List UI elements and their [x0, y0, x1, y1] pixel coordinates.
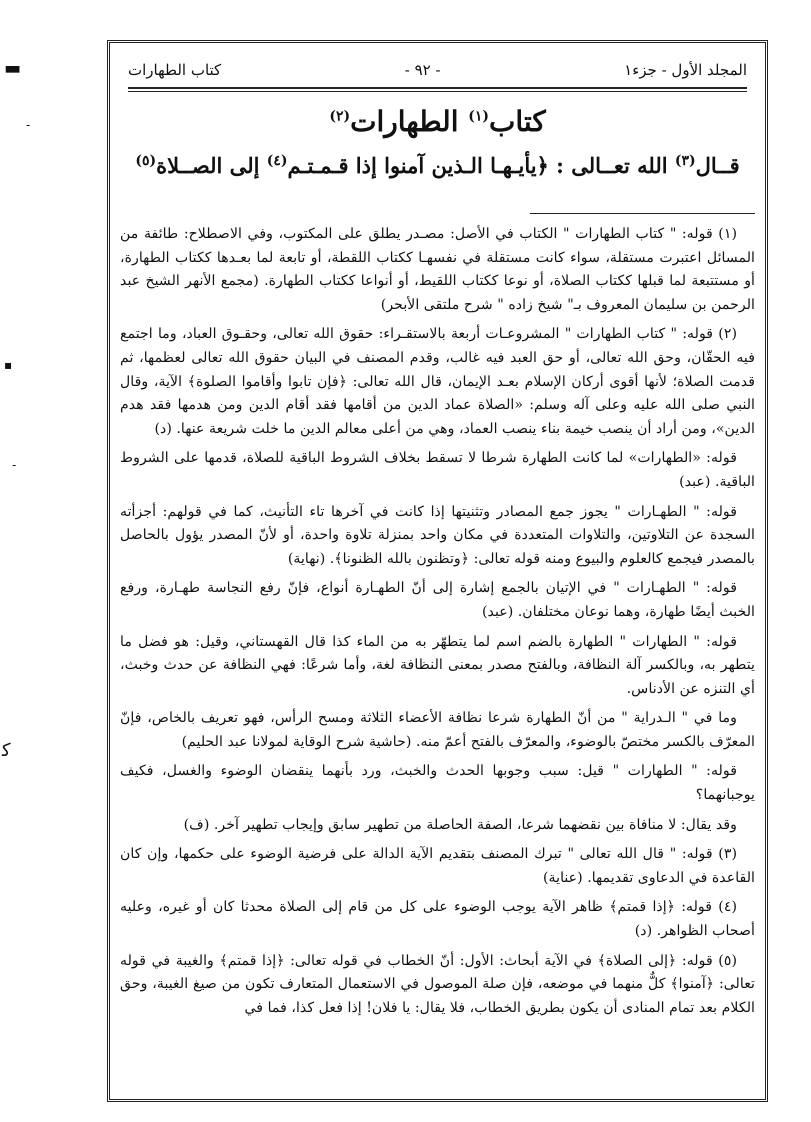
verse-part-2: الله تعــالى : ﴿يأيـهـا الـذين آمنوا إذا قـمـتـم: [287, 153, 668, 178]
footnote-paragraph: قوله: " الطهـارات " في الإتيان بالجمع إشارة إلى أنّ الطهـارة أنواع، فإنّ رفع النجاسة طهـارة، ورفع الخبث أيضًا طهارة، وهما نوعان مختلفان. (عبد): [120, 580, 755, 620]
page-header: [128, 57, 747, 83]
header-rule-thin: [128, 91, 747, 92]
footnote-ref-4: (٤): [266, 153, 288, 169]
footnote-paragraph: قوله: " الطهارات " قيل: سبب وجوبها الحدث والخبث، ورد بأنهما ينقضان الوضوء والغسل، فكيف يوجبانهما؟: [120, 763, 755, 804]
header-book-section: كتاب الطهارات: [128, 61, 222, 79]
footnote-separator: [530, 213, 755, 214]
quran-verse: [124, 153, 751, 178]
footnote-ref-2: (٢): [329, 108, 351, 125]
page-frame: [107, 40, 768, 1102]
footnote-paragraph: (٣) قوله: " قال الله تعالى " تبرك المصنف بتقديم الآية الدالة على فرضية الوضوء على حكمها، وإن كان القاعدة في الدعاوى تقديمها. (عناية): [120, 846, 755, 886]
header-rule: [128, 87, 747, 89]
header-volume: المجلد الأول - جزء١: [624, 61, 747, 79]
margin-mark: ▪: [4, 358, 13, 372]
footnote-paragraph: (٥) قوله: ﴿إلى الصلاة﴾ في الآية أبحاث: الأول: أنّ الخطاب في قوله تعالى: ﴿إذا قمتم﴾ والغيبة في قوله تعالى: ﴿آمنوا﴾ كلٌّ منهما في موضعه، فإن صلة الموصول في الاستعمال المتعارف تكون من صيغ الغيبة، وحق الكلام بعد تمام المنادى أن يكون بطريق الخطاب، فلا يقال: يا فلان! إذا فعل كذا، فما في: [120, 952, 755, 1016]
footnote-ref-1: (١): [468, 108, 490, 125]
header-page-number: - ٩٢ -: [404, 61, 441, 79]
margin-mark: -: [26, 118, 31, 132]
verse-part-3: إلى الصــلاة: [156, 153, 260, 178]
footnote-ref-3: (٣): [674, 153, 696, 169]
footnote-paragraph: (١) قوله: " كتاب الطهارات " الكتاب في الأصل: مصـدر يطلق على المكتوب، وفي الاصطلاح: طائفة من المسائل اعتبرت مستقلة، سواء كانت مستقلة في نفسهـا ككتاب اللقطة، أو تابعة لما بعـدها ككتاب الطهارة، أو مستتبعة لما قبلها ككتاب الصلاة، أو نوعا ككتاب اللقيط، أو أنواعا ككتاب الطهارة. (مجمع الأنهر الشيخ عبد الرحمن بن سليمان المعروف بـ" شيخ زاده " شرح ملتقى الأبحر): [120, 226, 755, 313]
chapter-title: [110, 105, 765, 138]
margin-mark: -: [12, 458, 17, 472]
footnotes: [120, 223, 755, 1093]
footnote-ref-5: (٥): [135, 153, 157, 169]
footnote-paragraph: قوله: " الطهـارات " يجوز جمع المصادر وتثنيتها إذا كانت في آخرها تاء التأنيث، كما في قولهم: أجزأته السجدة عن التلاوتين، والتلاوات المتعددة في مكان واحد بمنزلة تلاوة واحدة، أو لأنّ المصدر يؤول بالحاصل بالمصدر فيجمع كالعلوم والبيوع ومنه قوله تعالى: ﴿وتظنون بالله الظنونا﴾. (نهاية): [120, 503, 755, 567]
footnote-paragraph: وقد يقال: لا منافاة بين نقضهما شرعا، الصفة الحاصلة من تطهير سابق وإيجاب تطهير آخر. (ف): [183, 816, 737, 833]
footnote-paragraph: (٤) قوله: ﴿إذا قمتم﴾ ظاهر الآية يوجب الوضوء على كل من قام إلى الصلاة محدثا كان أو غيره، وعليه أصحاب الظواهر. (د): [120, 899, 755, 940]
footnote-paragraph: قوله: «الطهارات» لما كانت الطهارة شرطا لا تسقط بخلاف الشروط الباقية للصلاة، قدمها على الشروط الباقية. (عبد): [120, 450, 755, 490]
footnote-paragraph: وما في " الـدراية " من أنّ الطهارة شرعا نظافة الأعضاء الثلاثة ومسح الرأس، فهو تعريف بالخاص، فإنّ المعرّف بالكسر مختصّ بالوضوء، والمعرّف بالفتح أعمّ منه. (حاشية شرح الوقاية لمولانا عبد الحليم): [120, 710, 755, 750]
margin-mark: ﮐ: [2, 740, 11, 761]
footnote-paragraph: (٢) قوله: " كتاب الطهارات " المشروعـات أربعة بالاستقـراء: حقوق الله تعالى، وحقـوق العباد، وما اجتمع فيه الحقّان، وحق الله تعالى، أو حق العبد فيه غالب، وقدم المصنف في البيان حقوق الله تعالى لعظمها، ثم قدمت الصلاة؛ لأنها أقوى أركان الإسلام بعـد الإيمان، قال الله تعالى: ﴿فإن تابوا وأقاموا الصلوة﴾ الآية، وقال النبي صلى الله عليه وعلى آله وسلم: «الصلاة عماد الدين من أقامها فقد أقام الدين ومن هدمها فقد هدم الدين»، ومن أراد أن ينصب خيمة بناء ينصب العماد، وهي من أعلى معالم الدين ما خلت شريعة عنها. (د): [120, 326, 755, 437]
verse-part-1: قــال: [695, 153, 740, 178]
footnote-paragraph: قوله: " الطهارات " الطهارة بالضم اسم لما يتطهّر به من الماء كذا قال القهستاني، وقيل: هو فضل ما يتطهر به، وبالكسر آلة النظافة، وبالفتح مصدر بمعنى النظافة لغة، وأما شرعًا: فهي النظافة عن حدث وخبث، أي التنزه عن الأدناس.: [120, 633, 755, 697]
margin-mark: ▬: [4, 58, 22, 79]
title-taharat: الطهارات: [350, 105, 459, 138]
title-kitab: كتاب: [489, 105, 546, 138]
